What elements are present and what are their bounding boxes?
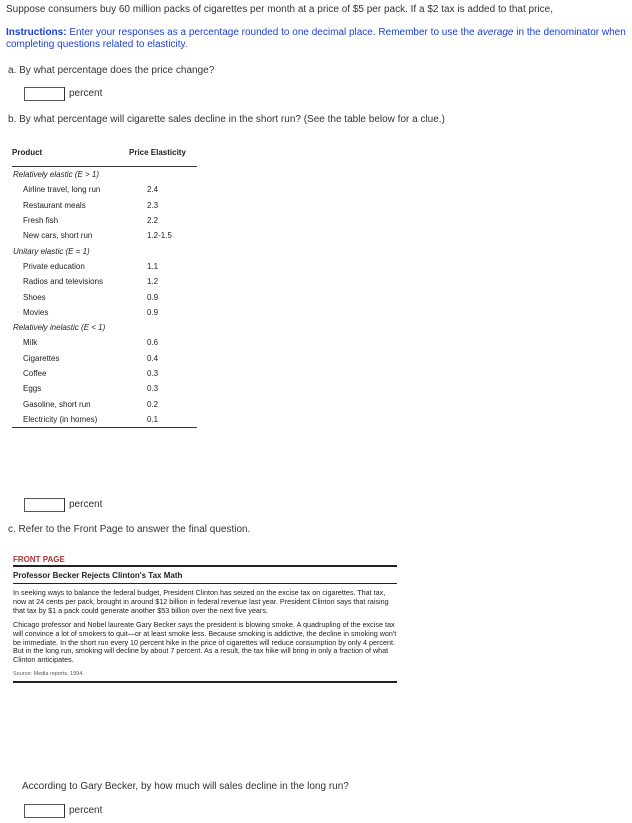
table-row (12, 381, 197, 396)
elasticity-cell: 1.1 (147, 261, 159, 271)
instructions-emphasis: average (477, 27, 514, 38)
table-row (12, 412, 197, 428)
product-cell: Eggs (23, 384, 42, 394)
question-a: a. By what percentage does the price change? (8, 65, 215, 76)
answer-c-unit: percent (64, 804, 102, 818)
product-cell: Coffee (23, 369, 47, 378)
instructions (6, 27, 630, 51)
group-label: Unitary elastic (E = 1) (13, 246, 90, 256)
product-cell: Shoes (23, 292, 46, 302)
table-row (12, 305, 197, 320)
question-c: c. Refer to the Front Page to answer the final question. (8, 524, 251, 535)
product-cell: Movies (23, 307, 49, 317)
table-row (12, 228, 197, 243)
elasticity-cell: 0.2 (147, 399, 159, 409)
elasticity-cell: 2.3 (147, 200, 159, 210)
elasticity-cell: 0.1 (126, 412, 197, 428)
product-cell: Cigarettes (23, 353, 60, 363)
table-row (12, 182, 197, 197)
group-label: Relatively elastic (E > 1) (13, 170, 100, 180)
table-row (12, 335, 197, 350)
table-row (12, 198, 197, 213)
article-paragraph: In seeking ways to balance the federal budget, President Clinton has seized on the excise tax on cigarettes. That tax, now at 24 cents per pack, brought in around $12 billion in federal revenue last year. President Clinton says that raising that tax by $1 a pack could generate another $53 billion over the next five years. (13, 588, 389, 615)
group-label: Relatively inelastic (E < 1) (13, 323, 106, 333)
answer-a-row (24, 87, 102, 101)
elasticity-cell: 1.2-1.5 (147, 231, 172, 241)
answer-a-input[interactable] (24, 87, 64, 101)
instructions-text-before: Enter your responses as a percentage rounded to one decimal place. Remember to use the (66, 27, 478, 38)
product-cell: Radios and televisions (23, 277, 104, 287)
table-row (12, 274, 197, 289)
front-page-headline: Professor Becker Rejects Clinton's Tax Math (13, 567, 397, 584)
table-header-row (12, 139, 197, 167)
answer-b-row (24, 498, 102, 512)
instructions-text-after: in the denominator when completing questions related to elasticity. (6, 27, 626, 50)
header-product: Product (12, 139, 126, 167)
product-cell: New cars, short run (23, 231, 93, 241)
product-cell: Restaurant meals (23, 200, 86, 210)
elasticity-cell: 0.9 (147, 292, 159, 302)
table-row (12, 366, 197, 381)
question-b: b. By what percentage will cigarette sales decline in the short run? (See the table below for a clue.) (8, 114, 445, 125)
table-row (12, 351, 197, 366)
answer-a-unit: percent (64, 87, 102, 101)
elasticity-cell: 0.9 (147, 307, 159, 317)
question-c-followup: According to Gary Becker, by how much will sales decline in the long run? (22, 781, 349, 792)
elasticity-table (12, 139, 197, 428)
front-page-article (13, 554, 397, 683)
answer-b-input[interactable] (24, 498, 64, 512)
table-row (12, 259, 197, 274)
product-cell: Milk (23, 338, 38, 348)
front-page-label: FRONT PAGE (13, 555, 65, 564)
answer-b-unit: percent (64, 498, 102, 512)
table-row (12, 289, 197, 304)
elasticity-cell: 2.4 (147, 185, 159, 195)
elasticity-cell: 0.6 (147, 338, 159, 348)
article-source: Source: Media reports, 1994. (13, 671, 84, 678)
elasticity-cell: 0.3 (147, 384, 159, 394)
header-price-elasticity: Price Elasticity (126, 139, 197, 167)
product-cell: Airline travel, long run (23, 185, 101, 195)
answer-c-input[interactable] (24, 804, 64, 818)
intro-text: Suppose consumers buy 60 million packs of cigarettes per month at a price of $5 per pack. If a $2 tax is added to that price, (6, 4, 553, 15)
elasticity-cell: 0.3 (147, 369, 159, 378)
product-cell: Fresh fish (23, 216, 59, 226)
front-page-bottom-rule (13, 681, 397, 683)
instructions-label: Instructions: (6, 27, 67, 38)
table-row (12, 396, 197, 411)
answer-c-row (24, 804, 102, 818)
product-cell: Private education (23, 261, 85, 271)
elasticity-cell: 1.2 (147, 277, 159, 287)
elasticity-cell: 2.2 (147, 216, 159, 226)
elasticity-cell: 0.4 (147, 353, 159, 363)
product-cell: Electricity (in homes) (12, 412, 126, 428)
table-row (12, 213, 197, 228)
article-paragraph: Chicago professor and Nobel laureate Gary Becker says the president is blowing smoke. A quadrupling of the excise tax will convince a lot of smokers to quit—or at least smoke less. Because smoking is addictive, the decline in smoking won't be immediate. In the short run every 10 percent hike in the price of cigarettes will reduce consumption by only 4 percent. But in the long run, smoking will decline by about 7 percent. As a result, the tax hike will bring in only a fraction of what Clinton anticipates. (13, 619, 397, 665)
product-cell: Gasoline, short run (23, 399, 91, 409)
